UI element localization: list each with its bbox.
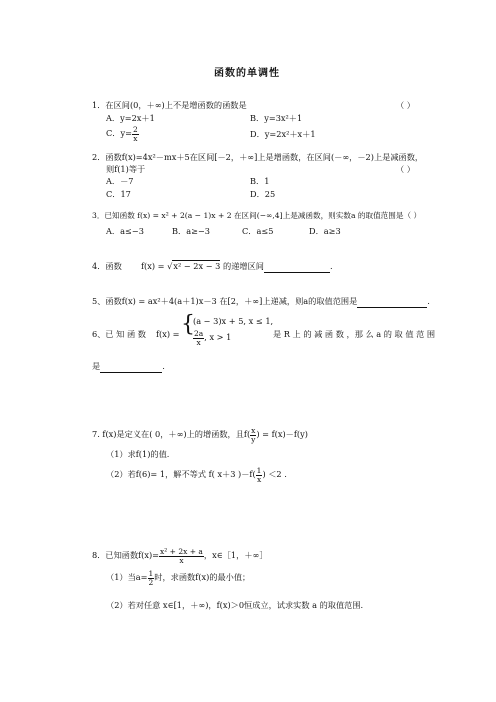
question-2-option-c: C．17	[106, 189, 131, 199]
question-5	[92, 296, 430, 308]
question-8-sub-1	[106, 568, 250, 587]
question-5-answer-blank[interactable]	[357, 296, 427, 308]
question-4-radicand: x² − 2x − 3	[173, 261, 221, 271]
question-6-prefix: 6、已 知 函 数	[92, 329, 146, 339]
question-3-stem: 3．已知函数 f(x) = x² + 2(a − 1)x + 2 在区间(−∞,4]上是减函数，则实数a 的取值范围是（ ）	[92, 211, 422, 220]
question-8-sub-1-b: 时，求函数f(x)的最小值；	[154, 572, 251, 582]
question-7-sub-2-a: （2）若f(6)= 1，解不等式 f( x＋3 )－f(	[106, 469, 256, 479]
question-1-option-c	[106, 124, 139, 143]
question-5-text: 5、函数f(x) = ax²＋4(a＋1)x－3 在[2，＋∞]上递减，则a的取值范围是	[92, 296, 358, 306]
question-4	[92, 261, 333, 273]
question-7-sub-2-b: ) ＜2 .	[262, 469, 287, 479]
question-8-sub-1-a: （1）当a=	[106, 572, 148, 582]
question-8-stem-b: ，x∈［1，＋∞］	[203, 550, 268, 560]
question-3-option-b: B．a≥−3	[172, 226, 211, 236]
question-6-function: f(x) =	[156, 329, 180, 339]
question-4-answer-blank[interactable]	[264, 261, 330, 273]
question-1-option-d: D．y=2x²＋x＋1	[250, 129, 316, 139]
page-title: 函数的单调性	[214, 68, 280, 79]
question-3-option-d: D．a≥3	[309, 226, 341, 236]
question-6-case-2	[193, 328, 231, 347]
question-1-answer-paren: （ ）	[396, 100, 415, 110]
question-6-case-2-tail: , x > 1	[204, 332, 232, 342]
question-2-option-d: D．25	[250, 189, 276, 199]
question-4-end: .	[329, 261, 333, 271]
question-2-option-a: A．－7	[106, 176, 134, 186]
question-2-stem-line2: 则f(1)等于	[106, 164, 146, 174]
question-3-option-a: A．a≤−3	[106, 226, 144, 236]
question-2-answer-paren: （ ）	[396, 164, 415, 174]
question-1-option-c-prefix: C．y=	[106, 128, 132, 138]
question-6-brace: {	[181, 312, 195, 337]
question-4-prefix: 4．函数	[92, 261, 122, 271]
question-5-end: .	[427, 296, 430, 306]
question-6-suffix: 是 R 上 的 减 函 数 ，那 么 a 的 取 值 范 围	[273, 329, 436, 339]
question-1-option-a: A．y=2x＋1	[106, 113, 155, 123]
question-8-stem-a: 8．已知函数f(x)=	[92, 550, 160, 560]
question-7-stem	[92, 425, 308, 444]
question-7-stem-b: ) = f(x)－f(y)	[256, 429, 308, 439]
question-6-end: .	[162, 361, 165, 371]
question-8-sub-1-fraction: $\frac{1}{2}$	[148, 568, 154, 587]
question-2-option-b: B．1	[250, 176, 270, 186]
question-6-case-1: (a − 3)x + 5, x ≤ 1,	[193, 316, 274, 326]
question-6-line2	[92, 361, 165, 373]
question-4-sqrt-sign: √	[167, 261, 173, 271]
question-1-option-b: B．y=3x²＋1	[250, 113, 303, 123]
question-4-suffix: 的递增区间	[223, 261, 264, 271]
question-7-stem-a: 7. f(x)是定义在( 0，＋∞)上的增函数，且f(	[92, 429, 251, 439]
question-8-sub-2: （2）若对任意 x∈[1，＋∞)，f(x)＞0恒成立，试求实数 a 的取值范围.	[106, 600, 364, 610]
question-8-fraction: $\frac{\text{x² + 2x + a}}{x}$	[160, 546, 203, 565]
question-2-stem: 2．函数f(x)=4x²－mx＋5在区间[－2，＋∞]上是增函数，在区间(－∞，－2)上是减函数，	[92, 152, 424, 162]
question-6-case-2-fraction: $\frac{2a}{x}$	[194, 328, 204, 347]
question-7-sub-1: （1）求f(1)的值.	[106, 449, 170, 459]
question-7-sub-2	[106, 465, 287, 484]
question-4-function: f(x) =	[141, 261, 165, 271]
question-7-sub-2-fraction: $\frac{1}{x}$	[256, 465, 262, 484]
question-3-option-c: C．a≤5	[242, 226, 274, 236]
question-8-stem	[92, 546, 268, 565]
question-6-answer-blank[interactable]	[100, 361, 162, 373]
question-6-line2-text: 是	[92, 361, 101, 371]
question-7-fraction: $\frac{x}{y}$	[251, 425, 256, 444]
question-1-stem: 1．在区间(0，＋∞)上不是增函数的函数是	[92, 100, 247, 110]
question-1-option-c-fraction: $\frac{2}{x}$	[132, 124, 138, 143]
